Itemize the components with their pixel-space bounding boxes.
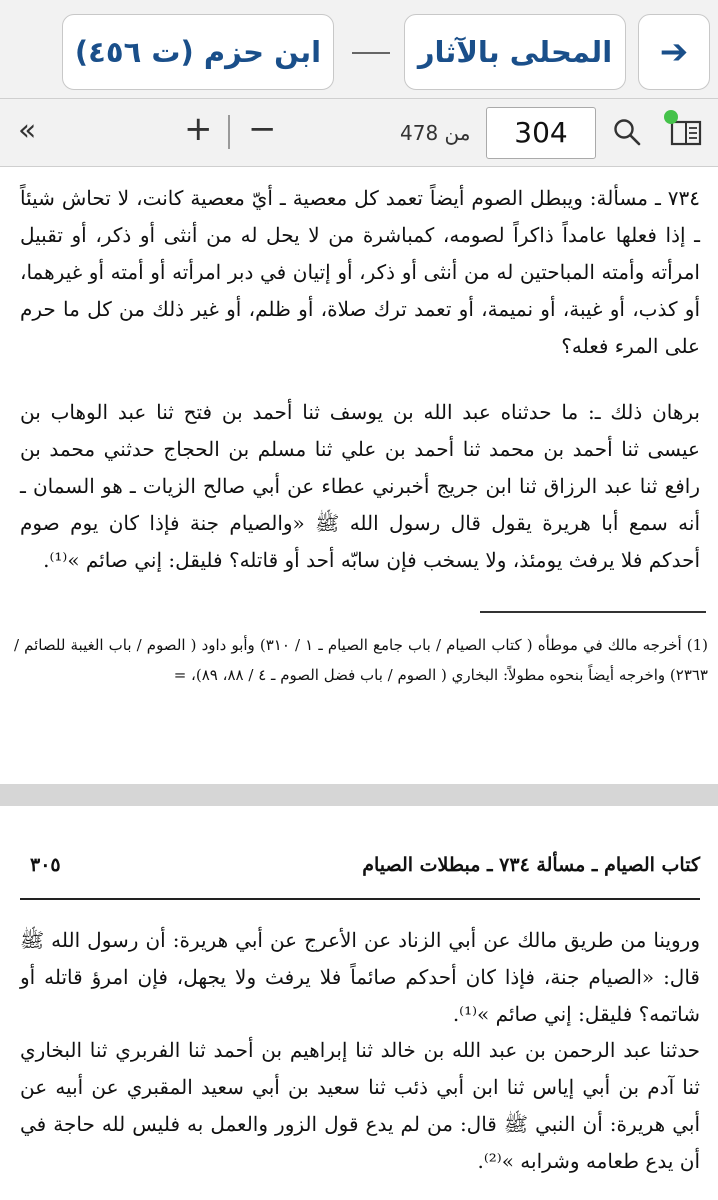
page-header-title: كتاب الصيام ـ مسألة ٧٣٤ ـ مبطلات الصيام [362,854,700,876]
title-separator [352,52,390,54]
zoom-in-button[interactable] [184,109,213,149]
author-label [62,14,334,90]
proof-paragraph: برهان ذلك ـ: ما حدثناه عبد الله بن يوسف ثنا أحمد بن فتح ثنا عبد الوهاب بن عيسى ثنا أحمد بن محمد ثنا أحمد بن علي ثنا مسلم بن الحجاج حدثني محمد بن رافع ثنا عبد الرزاق ثنا ابن جريج أخبرني عطاء عن أبي صالح الزيات ـ هو السمان ـ أنه سمع أبا هريرة يقول قال رسول الله ﷺ «والصيام جنة فإذا كان يوم صوم أحدكم فلا يرفث يومئذ، ولا يسخب فإن سابّه أحد أو قاتله؟ فليقل: إني صائم »⁽¹⁾. [20,400,700,572]
narration-paragraph-1: وروينا من طريق مالك عن أبي الزناد عن الأعرج عن أبي هريرة: أن رسول الله ﷺ قال: «الصيام جنة، فإذا كان أحدكم صائماً فلا يرفث ولا يجهل، فإن امرؤ قاتله أو شاتمه؟ فليقل: إني صائم »⁽¹⁾. [20,928,700,1026]
page-number-input[interactable]: 304 [486,107,596,159]
back-button[interactable] [638,14,710,90]
book-title: المحلى بالآثار [417,35,613,69]
plus-icon: + [184,109,213,149]
page-gap [0,784,718,806]
collapse-button[interactable] [18,113,36,149]
page-header [20,854,700,886]
arrow-right-icon: ➔ [659,32,689,72]
book-title-label [404,14,626,90]
minus-icon: − [248,109,277,149]
footnote-separator [480,611,706,613]
double-chevron-left-icon: « [18,113,37,148]
book-page-305 [0,806,718,1200]
search-icon [612,117,642,147]
header-rule [20,898,700,900]
zoom-out-button[interactable] [248,109,277,149]
book-page-304 [0,168,718,784]
search-button[interactable] [612,117,642,147]
page-header-number: ٣٠٥ [30,854,61,876]
title-bar [0,0,718,99]
reader-toolbar [0,99,718,167]
status-indicator-dot [664,110,678,124]
toolbar-divider [228,115,230,149]
total-pages-label: من 478 [400,121,471,145]
footnote-text: (1) أخرجه مالك في موطأه ( كتاب الصيام / باب جامع الصيام ـ ١ / ٣١٠) وأبو داود ( الصوم / باب الغيبة للصائم / ٢٣٦٣) واخرجه أيضاً بنحوه مطولاً: البخاري ( الصوم / باب فضل الصوم ـ ٤ / ٨٨، ٨٩)، = [14,636,709,684]
narration-paragraph-2: حدثنا عبد الرحمن بن عبد الله بن خالد ثنا إبراهيم بن أحمد ثنا الفربري ثنا البخاري ثنا آدم بن أبي إياس ثنا ابن أبي ذئب ثنا سعيد بن أبي سعيد المقبري عن أبيه عن أبي هريرة: أن النبي ﷺ قال: من لم يدع قول الزور والعمل به فليس لله حاجة في أن يدع طعامه وشرابه »⁽²⁾. [20,1038,700,1173]
author-name: ابن حزم (ت ٤٥٦) [74,35,322,69]
issue-paragraph: ٧٣٤ ـ مسألة: ويبطل الصوم أيضاً تعمد كل معصية ـ أيّ معصية كانت، لا تحاش شيئاً ـ إذا فعلها عامداً ذاكراً لصومه، كمباشرة من لا يحل له من أنثى أو ذكر، أو تقبيل امرأته وأمته المباحتين له من أنثى أو ذكر، أو إتيان في دبر امرأته أو أمته أو غيرهما، أو كذب، أو غيبة، أو نميمة، أو تعمد ترك صلاة، أو ظلم، أو غير ذلك من كل ما حرم على المرء فعله؟ [20,186,700,358]
